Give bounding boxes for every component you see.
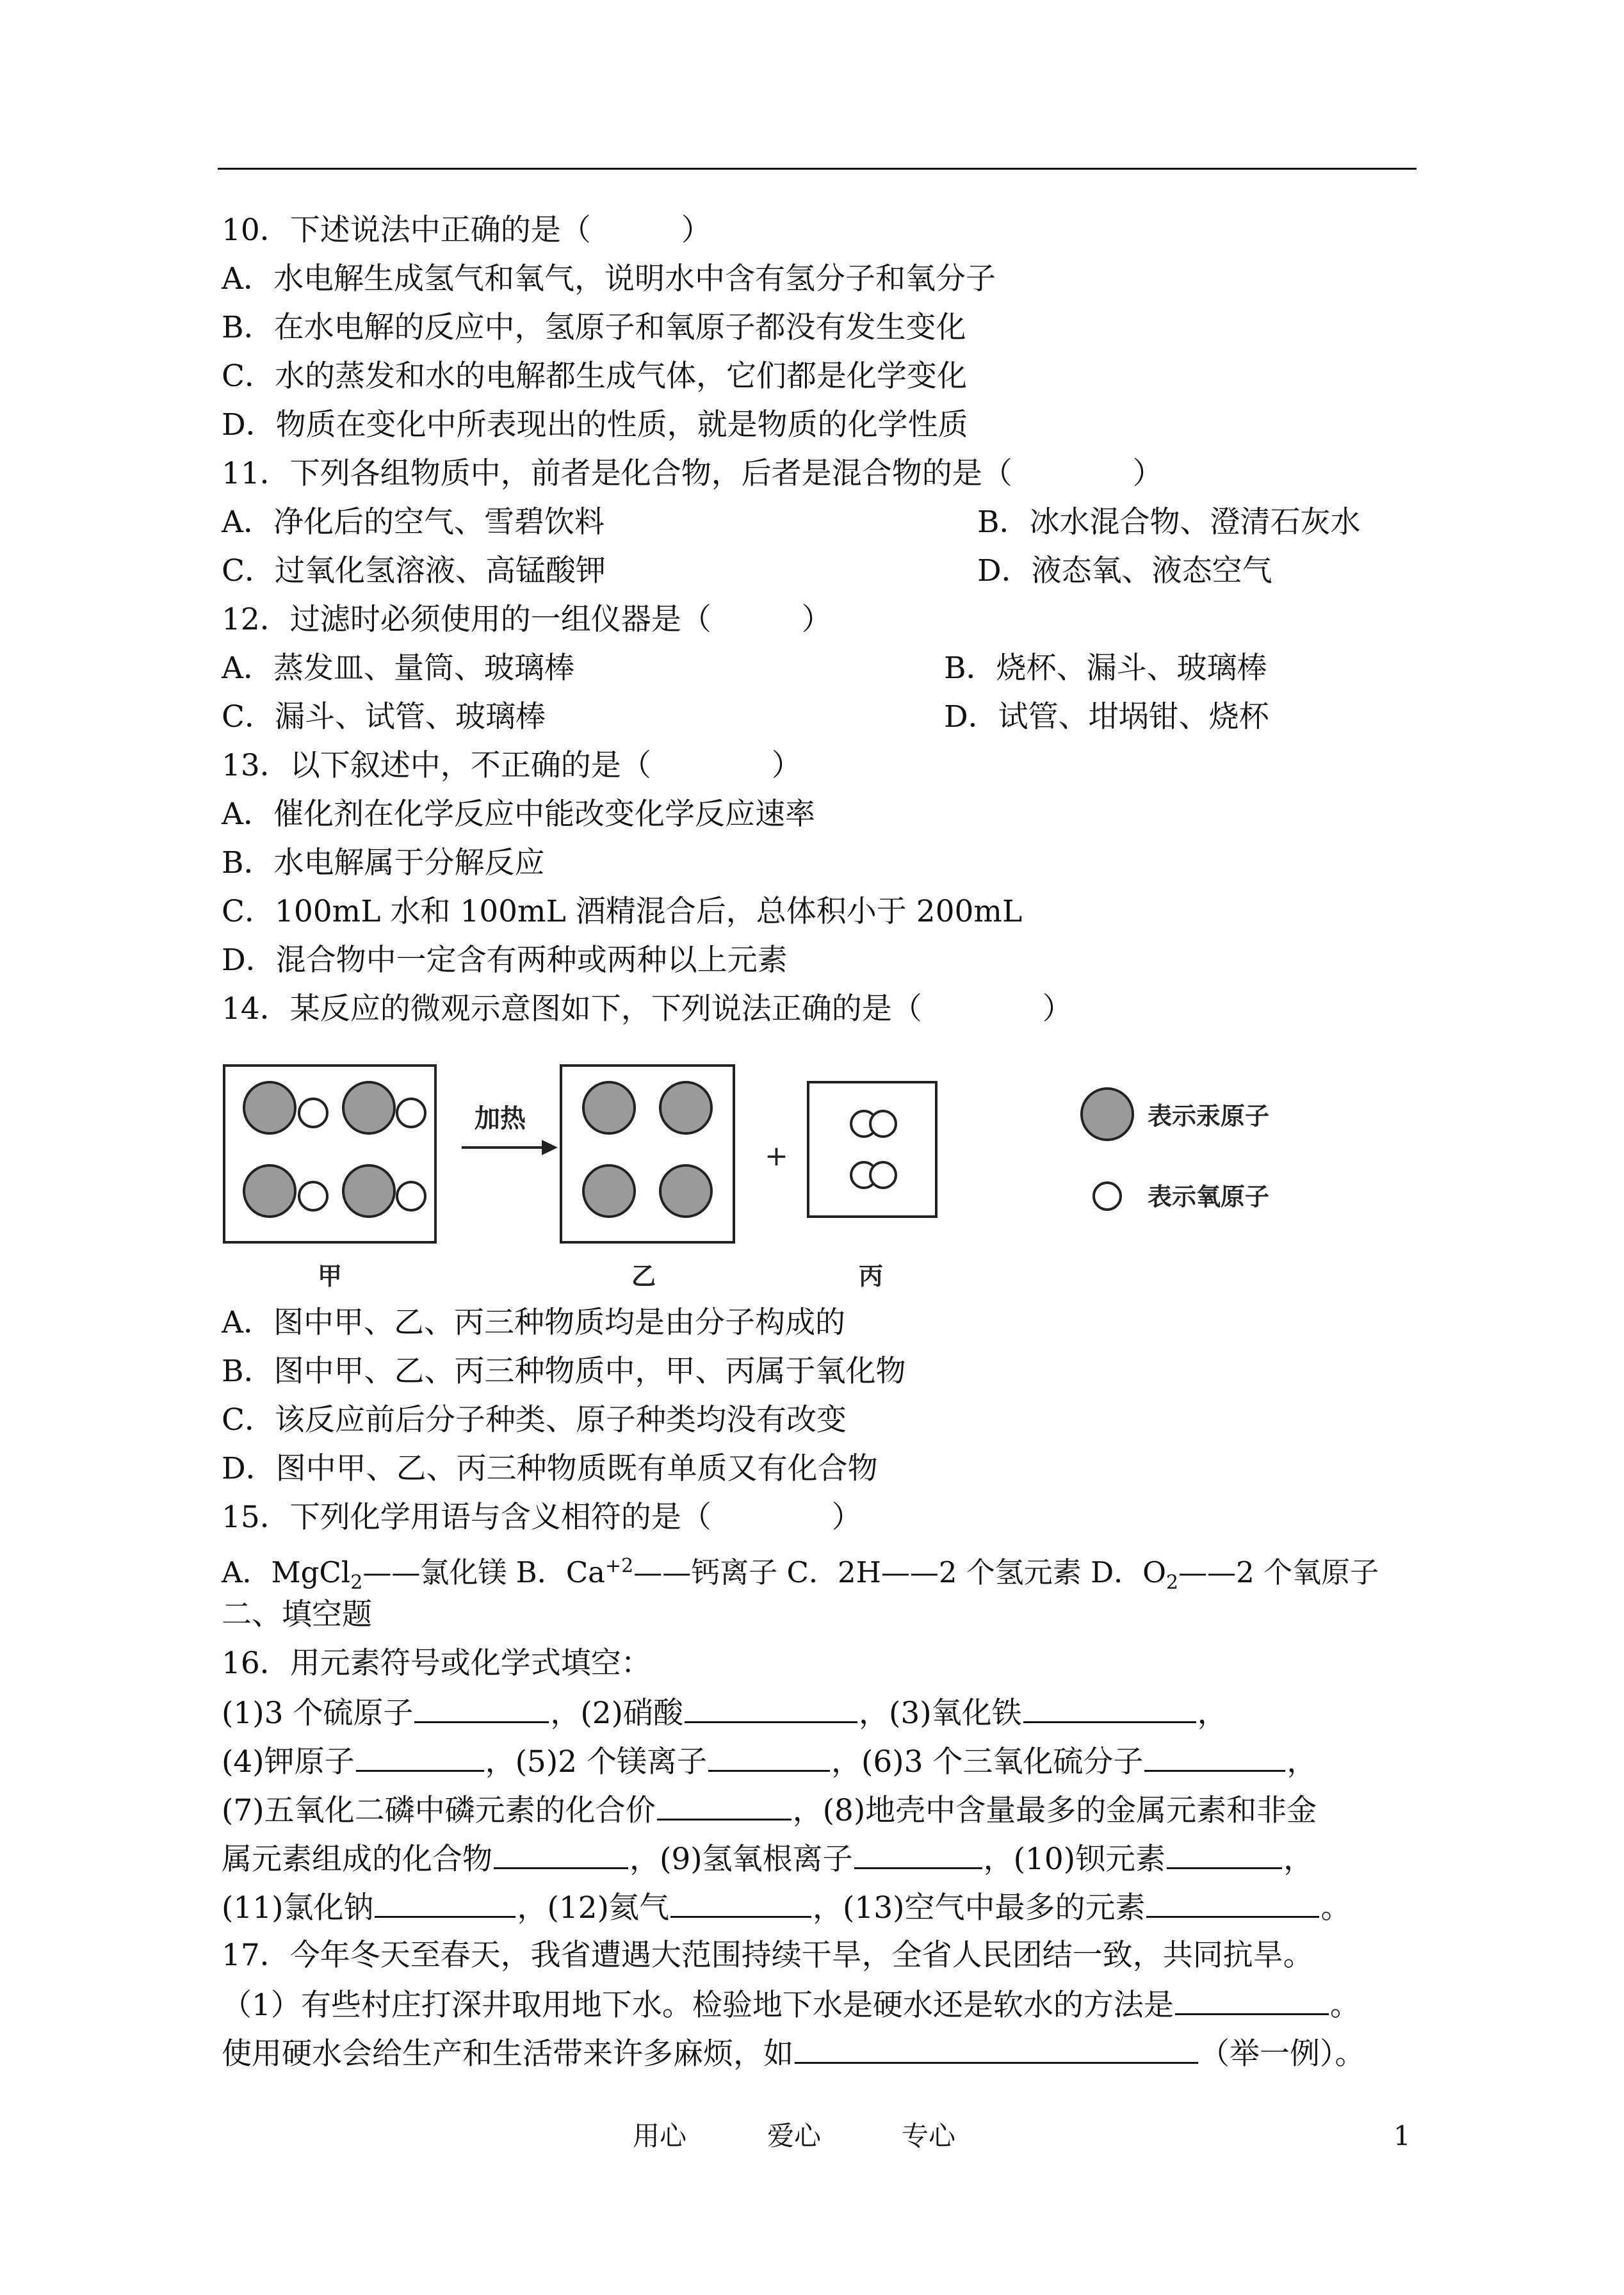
answer-blank[interactable] [795, 2034, 1198, 2064]
q17-stem: 17．今年冬天至春天，我省遭遇大范围持续干旱，全省人民团结一致，共同抗旱。 [222, 1938, 1313, 1973]
box-bing [808, 1082, 936, 1217]
label-yi: 乙 [631, 1262, 656, 1290]
answer-blank[interactable] [1175, 1985, 1329, 2015]
q10-option-d: D．物质在变化中所表现出的性质，就是物质的化学性质 [222, 407, 968, 442]
q13-option-c: C．100mL 水和 100mL 酒精混合后，总体积小于 200mL [222, 894, 1023, 929]
q10-option-b: B．在水电解的反应中，氢原子和氧原子都没有发生变化 [222, 310, 966, 345]
q13-option-d: D．混合物中一定含有两种或两种以上元素 [222, 943, 788, 978]
q11-stem: 11．下列各组物质中，前者是化合物，后者是混合物的是（ ） [222, 456, 1163, 491]
label-jia: 甲 [318, 1262, 343, 1290]
answer-blank[interactable] [1144, 1742, 1285, 1772]
q12-option-c: C．漏斗、试管、玻璃棒 [222, 699, 546, 734]
q14-option-c: C．该反应前后分子种类、原子种类均没有改变 [222, 1402, 847, 1438]
plus-sign: + [765, 1140, 788, 1172]
q15-stem: 15．下列化学用语与含义相符的是（ ） [222, 1500, 862, 1535]
answer-blank[interactable] [708, 1742, 830, 1772]
hgo-molecule [244, 1082, 327, 1133]
q12-option-b: B．烧杯、漏斗、玻璃棒 [944, 651, 1267, 686]
q16-row5: (11)氯化钠 ，(12)氦气 ，(13)空气中最多的元素 。 [222, 1888, 1351, 1927]
legend-o-symbol [1094, 1183, 1121, 1210]
legend-o-label: 表示氧原子 [1148, 1183, 1270, 1211]
q12-option-d: D．试管、坩埚钳、烧杯 [944, 699, 1269, 734]
q16-stem: 16．用元素符号或化学式填空： [222, 1646, 651, 1681]
q11-option-d: D．液态氧、液态空气 [977, 553, 1272, 588]
hg-atom [583, 1165, 635, 1217]
legend-hg-label: 表示汞原子 [1148, 1102, 1270, 1130]
hgo-molecule [343, 1082, 425, 1133]
hgo-molecule [244, 1165, 327, 1217]
q16-row2: (4)钾原子 ，(5)2 个镁离子 ，(6)3 个三氧化硫分子 ， [222, 1742, 1317, 1781]
answer-blank[interactable] [375, 1888, 516, 1918]
page-number: 1 [1393, 2120, 1411, 2152]
answer-blank[interactable] [356, 1742, 484, 1772]
legend-hg-symbol [1082, 1089, 1133, 1140]
q16-row3: (7)五氧化二磷中磷元素的化合价 ，(8)地壳中含量最多的金属元素和非金 [222, 1790, 1317, 1830]
q10-stem: 10．下述说法中正确的是（ ） [222, 213, 711, 248]
q14-option-b: B．图中甲、乙、丙三种物质中，甲、丙属于氧化物 [222, 1354, 906, 1389]
q15-options: A．MgCl$_2$——氯化镁 B．$Ca^{+2}——$钙离子 C．2H——2 个氢元素 D．$O_2——2$ 个氧原子 [222, 1555, 1379, 1594]
answer-blank[interactable] [494, 1839, 628, 1869]
hg-atom [660, 1082, 711, 1133]
o2-molecule [851, 1162, 896, 1188]
q12-option-a: A．蒸发皿、量筒、玻璃棒 [222, 651, 574, 686]
hgo-molecule [343, 1165, 425, 1217]
q13-stem: 13．以下叙述中，不正确的是（ ） [222, 748, 802, 783]
hg-atom [583, 1082, 635, 1133]
o2-molecule [851, 1111, 896, 1137]
hg-atom [660, 1165, 711, 1217]
q17-part2: 使用硬水会给生产和生活带来许多麻烦，如 （举一例）。 [222, 2034, 1365, 2073]
q14-option-a: A．图中甲、乙、丙三种物质均是由分子构成的 [222, 1305, 845, 1340]
box-yi [561, 1066, 734, 1242]
answer-blank[interactable] [854, 1839, 982, 1869]
q16-row4: 属元素组成的化合物 ，(9)氢氧根离子 ，(10)钡元素 ， [222, 1839, 1313, 1879]
answer-blank[interactable] [414, 1693, 549, 1723]
answer-blank[interactable] [670, 1888, 811, 1918]
answer-blank[interactable] [657, 1790, 792, 1821]
header-rule [218, 168, 1417, 170]
footer-motto: 用心 爱心 专心 [633, 2120, 956, 2152]
answer-blank[interactable] [1167, 1839, 1282, 1869]
section-title: 二、填空题 [222, 1597, 372, 1632]
q13-option-a: A．催化剂在化学反应中能改变化学反应速率 [222, 797, 815, 832]
q13-option-b: B．水电解属于分解反应 [222, 845, 545, 880]
reaction-diagram [222, 1057, 1329, 1300]
q10-option-c: C．水的蒸发和水的电解都生成气体，它们都是化学变化 [222, 359, 967, 394]
answer-blank[interactable] [1146, 1888, 1319, 1918]
answer-blank[interactable] [1023, 1693, 1196, 1723]
label-bing: 丙 [859, 1262, 884, 1290]
arrow-label: 加热 [475, 1104, 526, 1133]
q10-option-a: A．水电解生成氢气和氧气，说明水中含有氢分子和氧分子 [222, 261, 996, 296]
q11-option-b: B．冰水混合物、澄清石灰水 [977, 505, 1361, 540]
q17-part1: （1）有些村庄打深井取用地下水。检验地下水是硬水还是软水的方法是 。 [222, 1985, 1360, 2025]
q14-stem: 14．某反应的微观示意图如下，下列说法正确的是（ ） [222, 991, 1073, 1026]
q11-option-c: C．过氧化氢溶液、高锰酸钾 [222, 553, 606, 588]
q14-option-d: D．图中甲、乙、丙三种物质既有单质又有化合物 [222, 1451, 878, 1486]
q12-stem: 12．过滤时必须使用的一组仪器是（ ） [222, 602, 832, 637]
q11-option-a: A．净化后的空气、雪碧饮料 [222, 505, 605, 540]
answer-blank[interactable] [685, 1693, 857, 1723]
q16-row1: (1)3 个硫原子 ，(2)硝酸 ，(3)氧化铁 ， [222, 1693, 1228, 1733]
